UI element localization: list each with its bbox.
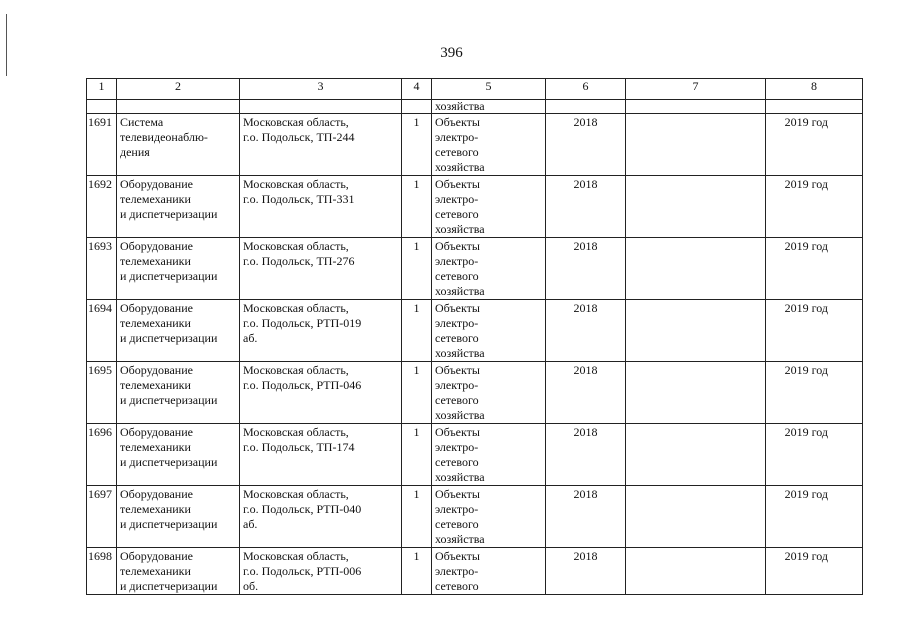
cell-col7 — [626, 238, 766, 300]
cell-quantity: 1 — [402, 114, 432, 176]
cell-year: 2018 — [546, 548, 626, 595]
cell-year: 2018 — [546, 362, 626, 424]
cell-col7 — [626, 114, 766, 176]
table-row — [87, 362, 863, 424]
cell-address: Московская область, г.о. Подольск, РТП-019 аб. — [240, 300, 402, 362]
cell-number: 1696 — [87, 424, 117, 486]
table-row — [87, 486, 863, 548]
table-row — [87, 548, 863, 595]
cell-quantity — [402, 100, 432, 114]
cell-name: Оборудование телемеханики и диспетчеризации — [117, 362, 240, 424]
cell-category: Объекты электро- сетевого хозяйства — [432, 300, 546, 362]
cell-quantity: 1 — [402, 176, 432, 238]
cell-quantity: 1 — [402, 238, 432, 300]
header-col-4: 4 — [402, 79, 432, 100]
cell-category: хозяйства — [432, 100, 546, 114]
cell-term — [766, 100, 863, 114]
cell-category: Объекты электро- сетевого — [432, 548, 546, 595]
register-table — [86, 78, 863, 595]
table-row — [87, 238, 863, 300]
cell-year: 2018 — [546, 300, 626, 362]
cell-year: 2018 — [546, 114, 626, 176]
cell-category: Объекты электро- сетевого хозяйства — [432, 238, 546, 300]
cell-name: Оборудование телемеханики и диспетчеризации — [117, 548, 240, 595]
cell-quantity: 1 — [402, 424, 432, 486]
cell-name: Оборудование телемеханики и диспетчеризации — [117, 238, 240, 300]
cell-term: 2019 год — [766, 238, 863, 300]
cell-quantity: 1 — [402, 548, 432, 595]
cell-name: Система телевидеонаблю- дения — [117, 114, 240, 176]
cell-year: 2018 — [546, 486, 626, 548]
cell-number: 1698 — [87, 548, 117, 595]
cell-term: 2019 год — [766, 114, 863, 176]
cell-year: 2018 — [546, 238, 626, 300]
cell-term: 2019 год — [766, 300, 863, 362]
cell-number: 1692 — [87, 176, 117, 238]
cell-address — [240, 100, 402, 114]
cell-term: 2019 год — [766, 548, 863, 595]
table-row — [87, 176, 863, 238]
table-row — [87, 300, 863, 362]
cell-address: Московская область, г.о. Подольск, РТП-040 аб. — [240, 486, 402, 548]
cell-quantity: 1 — [402, 486, 432, 548]
cell-term: 2019 год — [766, 486, 863, 548]
cell-address: Московская область, г.о. Подольск, РТП-006 об. — [240, 548, 402, 595]
cell-name — [117, 100, 240, 114]
cell-quantity: 1 — [402, 362, 432, 424]
cell-col7 — [626, 548, 766, 595]
cell-number: 1693 — [87, 238, 117, 300]
cell-name: Оборудование телемеханики и диспетчеризации — [117, 486, 240, 548]
cell-number: 1694 — [87, 300, 117, 362]
table-row — [87, 424, 863, 486]
cell-address: Московская область, г.о. Подольск, РТП-046 — [240, 362, 402, 424]
header-col-2: 2 — [117, 79, 240, 100]
cell-address: Московская область, г.о. Подольск, ТП-276 — [240, 238, 402, 300]
cell-address: Московская область, г.о. Подольск, ТП-174 — [240, 424, 402, 486]
cell-term: 2019 год — [766, 362, 863, 424]
cell-number: 1691 — [87, 114, 117, 176]
header-col-7: 7 — [626, 79, 766, 100]
cell-col7 — [626, 176, 766, 238]
header-col-5: 5 — [432, 79, 546, 100]
cell-number: 1697 — [87, 486, 117, 548]
cell-number — [87, 100, 117, 114]
header-col-8: 8 — [766, 79, 863, 100]
cell-category: Объекты электро- сетевого хозяйства — [432, 176, 546, 238]
cell-term: 2019 год — [766, 176, 863, 238]
cell-address: Московская область, г.о. Подольск, ТП-331 — [240, 176, 402, 238]
cell-year — [546, 100, 626, 114]
cell-col7 — [626, 100, 766, 114]
cell-quantity: 1 — [402, 300, 432, 362]
header-col-1: 1 — [87, 79, 117, 100]
cell-year: 2018 — [546, 176, 626, 238]
cell-number: 1695 — [87, 362, 117, 424]
cell-category: Объекты электро- сетевого хозяйства — [432, 362, 546, 424]
cell-col7 — [626, 362, 766, 424]
continuation-row — [87, 100, 863, 114]
cell-term: 2019 год — [766, 424, 863, 486]
cell-category: Объекты электро- сетевого хозяйства — [432, 424, 546, 486]
header-col-6: 6 — [546, 79, 626, 100]
cell-name: Оборудование телемеханики и диспетчеризации — [117, 176, 240, 238]
cell-col7 — [626, 486, 766, 548]
cell-name: Оборудование телемеханики и диспетчеризации — [117, 300, 240, 362]
cell-year: 2018 — [546, 424, 626, 486]
cell-col7 — [626, 424, 766, 486]
table-header-row — [87, 79, 863, 100]
cell-category: Объекты электро- сетевого хозяйства — [432, 114, 546, 176]
table-row — [87, 114, 863, 176]
header-col-3: 3 — [240, 79, 402, 100]
cell-col7 — [626, 300, 766, 362]
cell-name: Оборудование телемеханики и диспетчеризации — [117, 424, 240, 486]
page-number: 396 — [440, 45, 463, 61]
cell-address: Московская область, г.о. Подольск, ТП-244 — [240, 114, 402, 176]
cell-category: Объекты электро- сетевого хозяйства — [432, 486, 546, 548]
